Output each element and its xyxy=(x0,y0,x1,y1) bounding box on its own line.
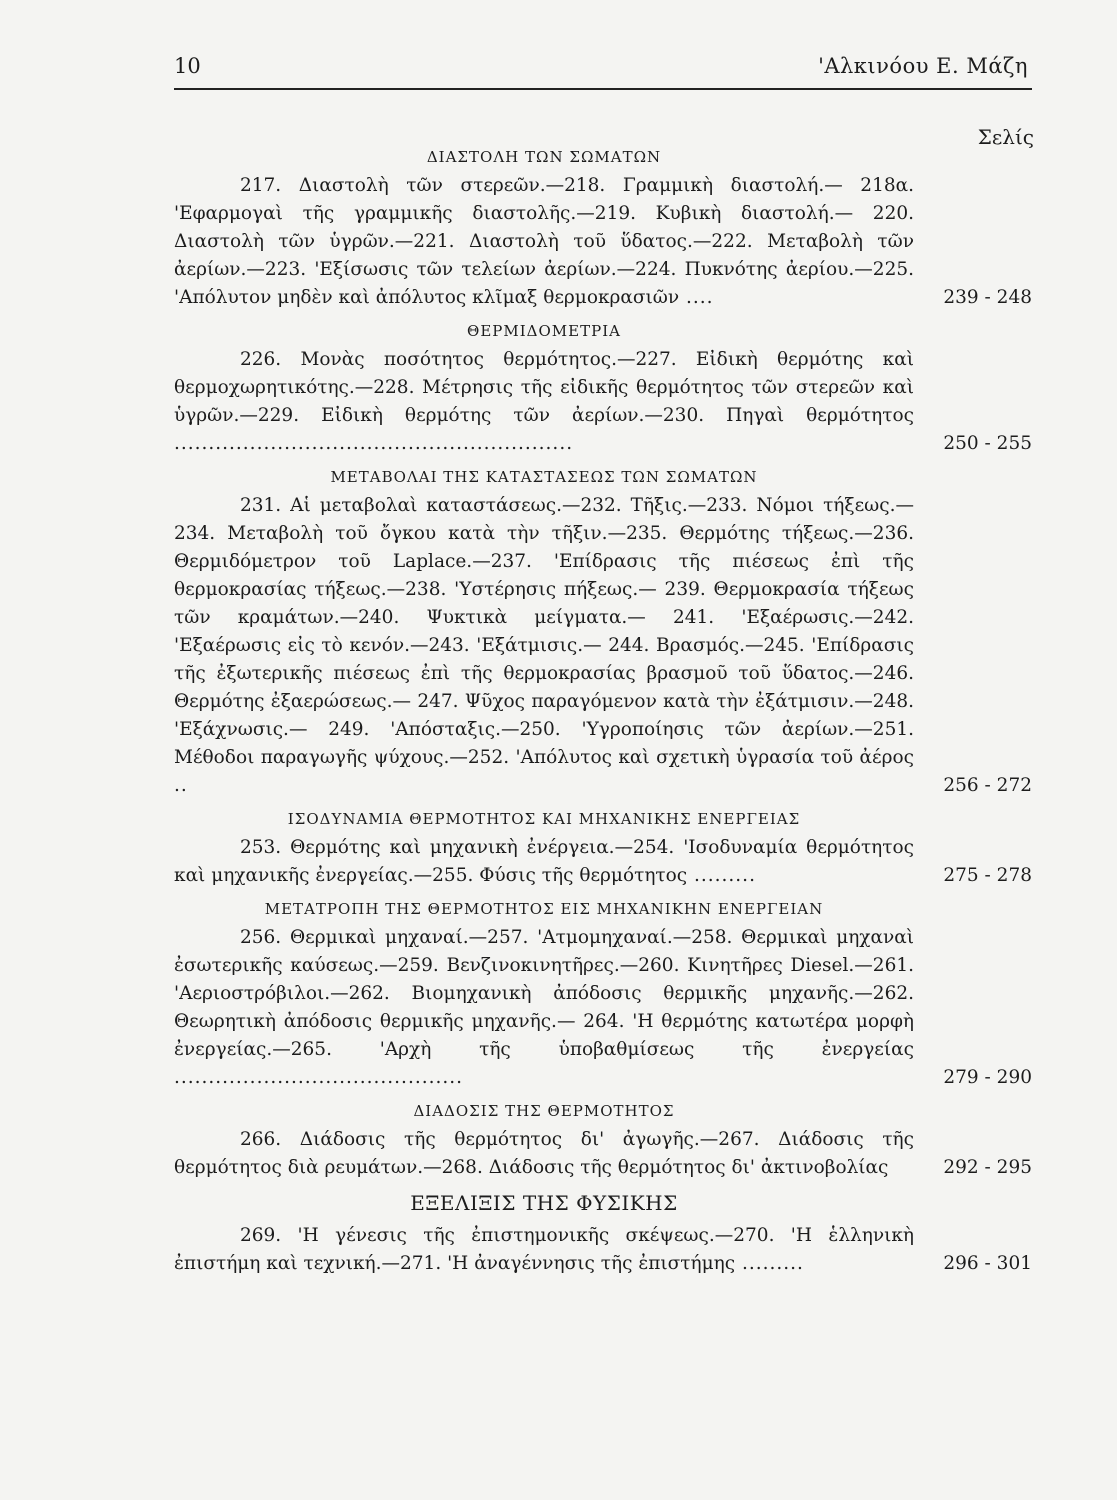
page-range: 296 - 301 xyxy=(943,1253,1032,1274)
leader-dots: .......................................... xyxy=(174,1067,463,1088)
page-range: 275 - 278 xyxy=(943,865,1032,886)
toc-entry xyxy=(174,346,1032,458)
leader-dots: .... xyxy=(679,287,714,308)
toc-entry xyxy=(174,172,1032,312)
pages-column-label: Σελίς xyxy=(977,125,1034,149)
entry-text: 269. 'Η γένεσις τῆς ἐπιστημονικῆς σκέψεως.—270. 'Η ἑλληνικὴ ἐπιστήμη καὶ τεχνική.—271. 'Η ἀναγέννησις τῆς ἐπιστήμης xyxy=(174,1225,914,1274)
section-title: ΜΕΤΑΤΡΟΠΗ ΤΗΣ ΘΕΡΜΟΤΗΤΟΣ ΕΙΣ ΜΗΧΑΝΙΚΗΝ ΕΝΕΡΓΕΙΑΝ xyxy=(264,900,824,918)
toc-entry xyxy=(174,1222,1032,1278)
toc-entry xyxy=(174,492,1032,800)
table-of-contents xyxy=(174,146,1036,1278)
page-range: 250 - 255 xyxy=(943,433,1032,454)
leader-dots: ......... xyxy=(687,865,756,886)
entry-text: 231. Αἱ μεταβολαὶ καταστάσεως.—232. Τῆξις.—233. Νόμοι τήξεως.—234. Μεταβολὴ τοῦ ὄγκου κατὰ τὴν τῆξιν.—235. Θερμότης τήξεως.—236. Θερμιδόμετρον τοῦ Laplace.—237. 'Επίδρασις τῆς πιέσεως ἐπὶ τῆς θερμοκρασίας τήξεως.—238. 'Υστέρησις πήξεως.— 239. Θερμοκρασία τήξεως τῶν κραμάτων.—240. Ψυκτικὰ μείγματα.— 241. 'Εξαέρωσις.—242. 'Εξαέρωσις εἰς τὸ κενόν.—243. 'Εξάτμισις.— 244. Βρασμός.—245. 'Επίδρασις τῆς ἐξωτερικῆς πιέσεως ἐπὶ τῆς θερμοκρασίας βρασμοῦ τοῦ ὕδατος.—246. Θερμότης ἐξαερώσεως.— 247. Ψῦχος παραγόμενον κατὰ τὴν ἐξάτμισιν.—248. 'Εξάχνωσις.— 249. 'Απόσταξις.—250. 'Υγροποίησις τῶν ἀερίων.—251. Μέθοδοι παραγωγῆς ψύχους.—252. 'Απόλυτος καὶ σχετικὴ ὑγρασία τοῦ ἀέρος xyxy=(174,495,914,768)
chapter-title: ΕΞΕΛΙΞΙΣ ΤΗΣ ΦΥΣΙΚΗΣ xyxy=(410,1191,678,1215)
toc-entry xyxy=(174,834,1032,890)
toc-entry xyxy=(174,924,1032,1092)
section-title: ΔΙΑΔΟΣΙΣ ΤΗΣ ΘΕΡΜΟΤΗΤΟΣ xyxy=(413,1102,675,1120)
leader-dots: .......................................................... xyxy=(174,433,574,454)
entry-text: 266. Διάδοσις τῆς θερμότητος δι' ἀγωγῆς.—267. Διάδοσις τῆς θερμότητος διὰ ρευμάτων.—268. Διάδοσις τῆς θερμότητος δι' ἀκτινοβολίας xyxy=(174,1129,914,1178)
section-title: ΙΣΟΔΥΝΑΜΙΑ ΘΕΡΜΟΤΗΤΟΣ ΚΑΙ ΜΗΧΑΝΙΚΗΣ ΕΝΕΡΓΕΙΑΣ xyxy=(287,810,801,828)
book-page xyxy=(174,0,1036,1500)
page-header xyxy=(174,50,1032,90)
page-number: 10 xyxy=(174,54,201,78)
toc-entry xyxy=(174,1126,1032,1182)
page-range: 239 - 248 xyxy=(943,287,1032,308)
page-range: 279 - 290 xyxy=(943,1067,1032,1088)
entry-text: 256. Θερμικαὶ μηχαναί.—257. 'Ατμομηχαναί.—258. Θερμικαὶ μηχαναὶ ἐσωτερικῆς καύσεως.—259. Βενζινοκινητῆρες.—260. Κινητῆρες Diesel.—261. 'Αεριοστρόβιλοι.—262. Βιομηχανικὴ ἀπόδοσις θερμικῆς μηχανῆς.—262. Θεωρητικὴ ἀπόδοσις θερμικῆς μηχανῆς.— 264. 'Η θερμότης κατωτέρα μορφὴ ἐνεργείας.—265. 'Αρχὴ τῆς ὑποβαθμίσεως τῆς ἐνεργείας xyxy=(174,927,914,1060)
entry-text: 226. Μονὰς ποσότητος θερμότητος.—227. Εἰδικὴ θερμότης καὶ θερμοχωρητικότης.—228. Μέτρησις τῆς εἰδικῆς θερμότητος τῶν στερεῶν καὶ ὑγρῶν.—229. Εἰδικὴ θερμότης τῶν ἀερίων.—230. Πηγαὶ θερμότητος xyxy=(174,349,914,426)
running-head: 'Αλκινόου Ε. Μάζη xyxy=(818,54,1028,78)
leader-dots: .. xyxy=(174,775,188,796)
leader-dots: ......... xyxy=(735,1253,804,1274)
section-title: ΘΕΡΜΙΔΟΜΕΤΡΙΑ xyxy=(467,322,621,340)
section-title: ΜΕΤΑΒΟΛΑΙ ΤΗΣ ΚΑΤΑΣΤΑΣΕΩΣ ΤΩΝ ΣΩΜΑΤΩΝ xyxy=(330,468,758,486)
page-range: 292 - 295 xyxy=(943,1157,1032,1178)
page-range: 256 - 272 xyxy=(943,775,1032,796)
entry-text: 217. Διαστολὴ τῶν στερεῶν.—218. Γραμμικὴ διαστολή.— 218α. 'Εφαρμογαὶ τῆς γραμμικῆς διαστολῆς.—219. Κυβικὴ διαστολή.— 220. Διαστολὴ τῶν ὑγρῶν.—221. Διαστολὴ τοῦ ὕδατος.—222. Μεταβολὴ τῶν ἀερίων.—223. 'Εξίσωσις τῶν τελείων ἀερίων.—224. Πυκνότης ἀερίου.—225. 'Απόλυτον μηδὲν καὶ ἀπόλυτος κλῖμαξ θερμοκρασιῶν xyxy=(174,175,914,308)
entry-text: 253. Θερμότης καὶ μηχανικὴ ἐνέργεια.—254. 'Ισοδυναμία θερμότητος καὶ μηχανικῆς ἐνεργείας.—255. Φύσις τῆς θερμότητος xyxy=(174,837,914,886)
section-title: ΔΙΑΣΤΟΛΗ ΤΩΝ ΣΩΜΑΤΩΝ xyxy=(426,148,662,166)
